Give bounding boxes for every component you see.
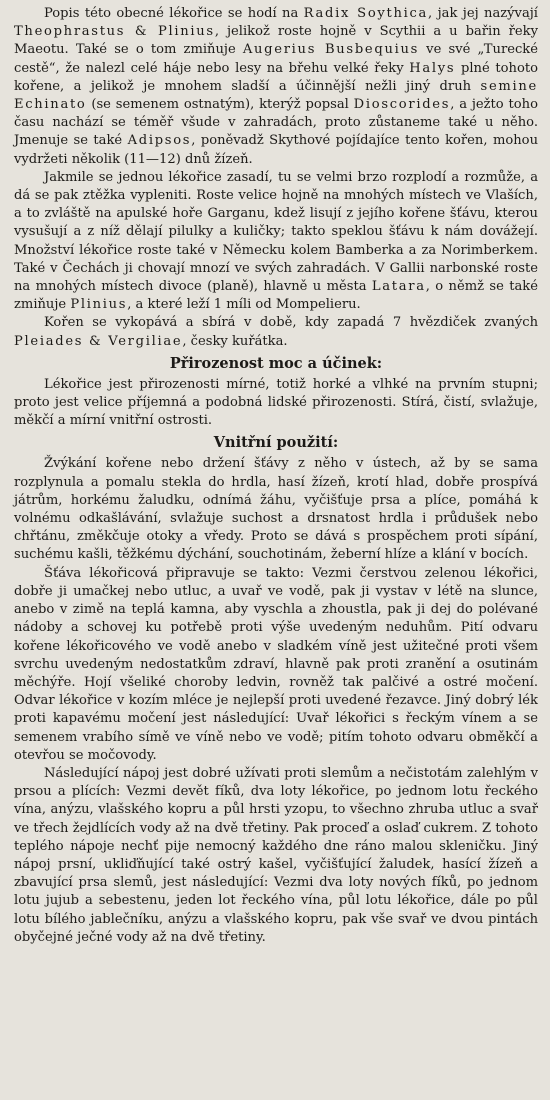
text-run: , o němž se také zmiňuje [14, 279, 538, 313]
emphasized-name: Augerius Busbequius [242, 42, 420, 58]
text-run: (se semenem ostnatým), kterýž popsal [86, 97, 354, 113]
text-run: Popis této obecné lékořice se hodí na [44, 6, 304, 21]
text-run: Následující nápoj jest dobré užívati proti slemům a nečistotám zalehlým v prsou a plících: Vezmi devět fíků, dva loty lékořice, po jednom lotu řeckého vína, anýzu, vlašského kopru a půl hrsti yzopu, to všechno zhruba utluc a svař ve třech žejdlících vody až na dvě třetiny. Pak proceď a oslaď cukrem. Z tohoto teplého nápoje nechť pije nemocný každého dne ráno malou skleničku. Jiný nápoj prsní, ukliďňující také ostrý kašel, vyčišťující žaludek, hasící žízeň a zbavující prsa slemů, jest následující: Vezmi dva loty nových fíků, po jednom lotu jujub a sebestenu, jeden lot řeckého vína, půl lotu lékořice, dále po půl lotu bílého jablečníku, anýzu a vlašského kopru, pak vše svař ve dvou pintách obyčejné ječné vody až na dvě třetiny. [14, 765, 538, 945]
text-run: , česky kuřátka. [182, 333, 288, 349]
emphasized-name: Radix Soythica [303, 6, 429, 21]
emphasized-name: Theophrastus & Plinius [14, 24, 215, 40]
text-run: Lékořice jest přirozenosti mírné, totiž horké a vlhké na prvním stupni; proto jest velice příjemná a podobná lidské přirozenosti. Stírá, čistí, svlažuje, měkčí a mírní vnitřní ostrosti. [14, 376, 538, 429]
body-paragraph [14, 314, 538, 350]
text-run: plné tohoto kořene, a jelikož je mnohem sladší a účinnější nežli jiný druh [14, 60, 538, 94]
heading-internal-use: Vnitřní použití: [213, 434, 339, 452]
body-paragraph [14, 565, 538, 765]
text-run: Žvýkání kořene nebo držení šťávy z něho v ústech, až by se sama rozplynula a pomalu stekla do hrdla, hasí žízeň, krotí hlad, dobře prospívá játrům, horkému žaludku, odnímá žáhu, vyčišťuje prsa a plíce, pomáhá k volnému odkašlávání, svlažuje suchost a drsnatost hrdla i průdušek nebo chřtánu, změkčuje otoky a vředy. Proto se dává s prospěchem proti sípání, suchému kašli, těžkému dýchání, souchotinám, žeberní hlíze a klání v bocích. [14, 456, 538, 563]
emphasized-name: Adipsos [127, 133, 192, 149]
text-run: , a ježto toho času nachází se téměř všude v zahradách, proto zůstaneme také u něho. Jmenuje se také [14, 97, 538, 149]
body-paragraph [14, 169, 538, 315]
emphasized-name: Pleiades & Vergiliae [14, 333, 183, 349]
text-run: , poněvadž Skythové pojídajíce tento kořen, mohou vydržeti několik (11—12) dnů žízeň. [14, 133, 538, 167]
emphasized-name: Halys [409, 60, 456, 76]
emphasized-name: Latara [371, 279, 426, 295]
section-nature [14, 376, 538, 431]
section-internal-use [14, 455, 538, 946]
text-run: , jak jej nazývají [428, 6, 538, 21]
body-paragraph [14, 455, 538, 564]
body-paragraph [14, 376, 538, 431]
section-description [14, 5, 538, 351]
body-paragraph [14, 765, 538, 947]
text-run: Jakmile se jednou lékořice zasadí, tu se velmi brzo rozplodí a rozmůže, a dá se pak ztěžka vypleniti. Roste velice hojně na mnohých místech ve Vlaších, a to zvláště na apulské hoře Garganu, kdež lisují z jejího kořene šťávu, kterou vysušují a z níž dělají pilulky a kuličky; takto speklou šťávu k nám dovážejí. Množství lékořice roste také v Německu kolem Bamberka a za Norimberkem. Také v Čechách ji chovají mnozí ve svých zahradách. V Gallii narbonské roste na mnohých místech divoce (planě), hlavně u města [14, 169, 538, 295]
body-paragraph [14, 5, 538, 169]
emphasized-name: Dioscorides [353, 97, 451, 113]
emphasized-name: Plinius [70, 297, 128, 313]
text-run: Kořen se vykopává a sbírá v době, kdy zapadá 7 hvězdiček zvaných [44, 315, 538, 331]
heading-nature-and-effect: Přirozenost moc a účinek: [169, 354, 383, 372]
text-run: , jelikož roste hojně v Scythii a u bařin řeky Maeotu. Také se o tom zmiňuje [14, 24, 538, 58]
text-run: , a které leží 1 míli od Mompelieru. [127, 297, 361, 313]
text-run: ve své „Turecké cestě“, že nalezl celé háje nebo lesy na břehu velké řeky [14, 42, 538, 76]
emphasized-name: semine Echinato [14, 78, 538, 113]
text-run: Šťáva lékořicová připravuje se takto: Vezmi čerstvou zelenou lékořici, dobře ji umačkej nebo utluc, a uvař ve vodě, pak ji vystav v létě na slunce, anebo v zimě na teplá kamna, aby vyschla a zhoustla, pak ji dej do polévané nádoby a schovej ku potřebě proti výše uvedeným neduhům. Pití odvaru kořene lékořicového ve vodě anebo v sladkém víně jest užitečné proti všem svrchu uvedeným nedostatkům zdraví, hlavně pak proti zranění a osutinám měchýře. Hojí všeliké choroby ledvin, rovněž tak palčivé a ostré močení. Odvar lékořice v kozím mléce je nejlepší proti uvedené řezavce. Jiný dobrý lék proti kapavému močení jest následující: Uvař lékořici s řeckým vínem a se semenem vrabího símě ve víně nebo ve vodě; pitím tohoto odvaru obměkčí a otevřou se močovody. [14, 565, 538, 763]
